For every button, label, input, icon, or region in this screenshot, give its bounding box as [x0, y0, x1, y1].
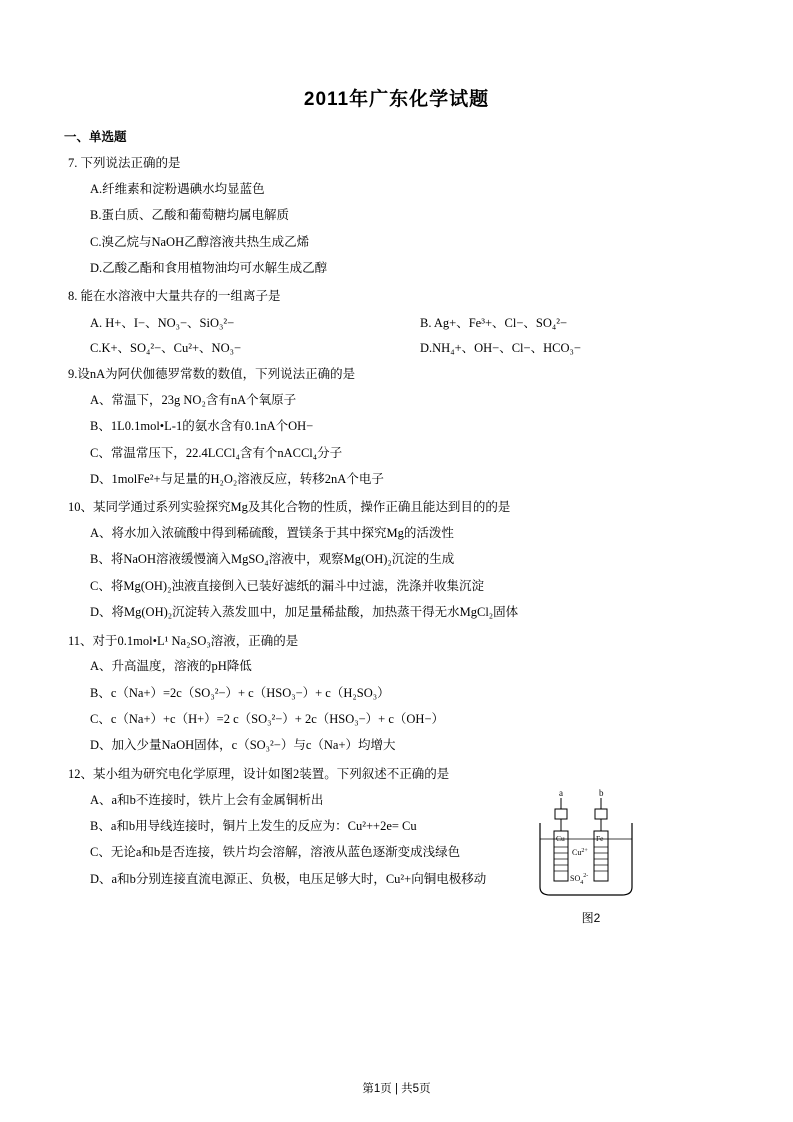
option-b: B、将NaOH溶液缓慢滴入MgSO₄溶液中，观察Mg(OH)₂沉淀的生成 [90, 552, 455, 567]
option-row-2 [62, 338, 731, 356]
question-12 [62, 765, 731, 925]
option-c: C、常温常压下，22.4LCCl₄含有个nACCl₄分子 [90, 445, 343, 460]
ion-cu2plus: $Cu^{2+}$ [572, 847, 588, 857]
question-stem: 10、某同学通过系列实验探究Mg及其化合物的性质，操作正确且能达到目的的是 [68, 500, 511, 515]
option-d: D、将Mg(OH)₂沉淀转入蒸发皿中，加足量稀盐酸，加热蒸干得无水MgCl₂固体 [90, 605, 519, 620]
page-footer: 第1页 | 共5页 [362, 1083, 431, 1095]
question-8 [62, 287, 731, 356]
question-9 [62, 365, 731, 489]
question-stem: 11、对于0.1mol•L¹ Na₂SO₃溶液，正确的是 [68, 633, 299, 648]
cell-diagram-icon [526, 787, 656, 907]
figure-caption: 图2 [581, 910, 601, 925]
option-a: A、升高温度，溶液的pH降低 [90, 659, 252, 674]
option-b: B、1L0.1mol•L-1的氨水含有0.1nA个OH− [90, 419, 314, 434]
option-c: C.K+、SO₄²−、Cu²+、NO₃− [90, 341, 242, 355]
option-c: C.溴乙烷与NaOH乙醇溶液共热生成乙烯 [90, 234, 310, 249]
option-d: D.乙酸乙酯和食用植物油均可水解生成乙醇 [90, 260, 328, 275]
section-heading: 一、单选题 [64, 130, 127, 144]
figure-label-b: b [599, 787, 604, 798]
question-stem: 8. 能在水溶液中大量共存的一组离子是 [68, 289, 281, 304]
option-c: C、无论a和b是否连接，铁片均会溶解，溶液从蓝色逐渐变成浅绿色 [90, 845, 461, 860]
question-stem: 12、某小组为研究电化学原理，设计如图2装置。下列叙述不正确的是 [68, 766, 450, 781]
option-b: B、a和b用导线连接时，铜片上发生的反应为：Cu²++2e= Cu [90, 818, 417, 833]
option-a: A、a和b不连接时，铁片上会有金属铜析出 [90, 792, 324, 807]
question-stem: 7. 下列说法正确的是 [68, 156, 181, 170]
figure-label-a: a [559, 787, 563, 798]
option-a: A、常温下，23g NO₂含有nA个氧原子 [90, 392, 297, 407]
page-title: 2011年广东化学试题 [303, 89, 490, 110]
option-a: A.纤维素和淀粉遇碘水均显蓝色 [90, 181, 265, 196]
option-d: D.NH₄+、OH−、Cl−、HCO₃− [420, 341, 581, 355]
electrode-label-fe: Fe [596, 833, 604, 843]
question-10 [62, 498, 731, 622]
question-7 [62, 154, 731, 278]
option-c: C、c（Na+）+c（H+）=2 c（SO₃²−）+ 2c（HSO₃−）+ c（OH−） [90, 712, 445, 726]
option-b: B. Ag+、Fe³+、Cl−、SO₄²− [420, 316, 568, 330]
option-d: D、1molFe²+与足量的H₂O₂溶液反应，转移2nA个电子 [90, 471, 384, 486]
option-d: D、a和b分别连接直流电源正、负极，电压足够大时，Cu²+向铜电极移动 [90, 871, 487, 886]
option-a: A、将水加入浓硫酸中得到稀硫酸，置镁条于其中探究Mg的活泼性 [90, 526, 454, 540]
electrochemical-cell-figure [526, 787, 656, 926]
question-stem: 9.设nA为阿伏伽德罗常数的数值，下列说法正确的是 [68, 367, 356, 381]
option-d: D、加入少量NaOH固体，c（SO₃²−）与c（Na+）均增大 [90, 738, 396, 753]
option-c: C、将Mg(OH)₂浊液直接倒入已装好滤纸的漏斗中过滤，洗涤并收集沉淀 [90, 578, 484, 593]
option-a: A. H+、I−、NO₃−、SiO₃²− [90, 316, 235, 330]
option-b: B、c（Na+）=2c（SO₃²−）+ c（HSO₃−）+ c（H₂SO₃） [90, 685, 390, 700]
option-row-1 [62, 313, 731, 331]
option-b: B.蛋白质、乙酸和葡萄糖均属电解质 [90, 208, 289, 223]
electrode-label-cu: Cu [556, 833, 565, 843]
question-11 [62, 632, 731, 756]
ion-sulfate: $SO_4^{2-}$ [570, 872, 589, 886]
